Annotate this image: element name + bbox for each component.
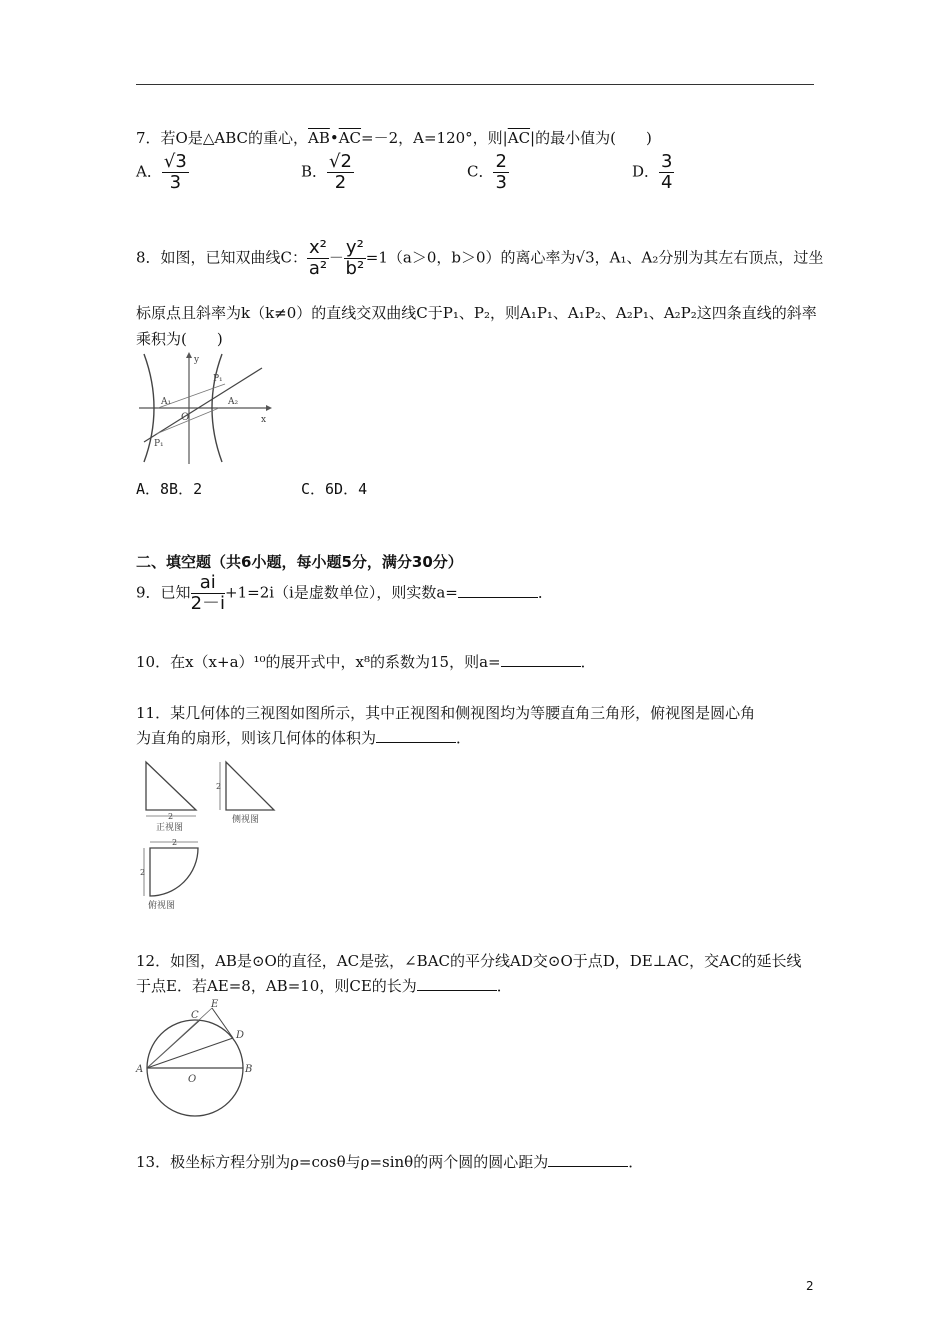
section-heading: 二、填空题（共6小题，每小题5分，满分30分）: [136, 553, 463, 571]
svg-text:B: B: [245, 1064, 253, 1075]
q7-option-c: C． $\frac{2}{3}$: [467, 151, 507, 193]
q8-stem-line2: 标原点且斜率为k（k≠0）的直线交双曲线C于P₁、P₂，则A₁P₁、A₁P₂、A₂P₁、A₂P₂这四条直线的斜率: [136, 304, 817, 322]
q11-stem-line2: 为直角的扇形，则该几何体的体积为 ．: [136, 729, 472, 747]
q12-stem-line2: 于点E．若AE=8，AB=10，则CE的长为 ．: [136, 977, 512, 995]
svg-text:E: E: [211, 999, 219, 1010]
q8-options-cd: C．6D．4: [301, 480, 368, 498]
top-view-label: 俯视图: [148, 901, 176, 911]
q7-option-b: B． $\frac{√2}{2}$: [301, 151, 352, 193]
side-view-label: 侧视图: [232, 815, 260, 825]
q12-answer-blank[interactable]: [417, 976, 497, 991]
q7-option-d: D． $\frac{3}{4}$: [632, 151, 673, 193]
front-view-label: 正视图: [156, 823, 184, 833]
q9-answer-blank[interactable]: [458, 583, 538, 598]
circle-figure: [134, 998, 264, 1118]
q12-stem-line1: 12．如图，AB是⊙O的直径，AC是弦，∠BAC的平分线AD交⊙O于点D，DE⊥AC，交AC的延长线: [136, 952, 802, 970]
fig-label-p1-top: P₁: [213, 374, 223, 384]
q10-answer-blank[interactable]: [501, 652, 581, 667]
fig-label-x: x: [261, 415, 267, 425]
hyperbola-figure: [134, 350, 274, 468]
fig-label-origin: O: [181, 412, 190, 423]
svg-text:2: 2: [140, 868, 146, 877]
sqrt3: √3: [575, 248, 595, 267]
fig-label-p1-bottom: P₁: [154, 439, 164, 449]
svg-text:A: A: [136, 1064, 144, 1075]
q10-stem: 10．在x（x+a）¹⁰的展开式中，x⁸的系数为15，则a= ．: [136, 653, 596, 671]
q9-stem: 9．已知 $\frac{ai}{2-i}$ +1=2i（i是虚数单位），则实数a= ．: [136, 572, 553, 614]
svg-text:O: O: [188, 1074, 197, 1085]
svg-text:C: C: [191, 1010, 199, 1021]
q8-stem-line1: 8．如图，已知双曲线C： $\frac{\text{x²}}{\text{a²}}$ － $\frac{\text{y²}}{\text{b²}}$ =1（a＞0，b＞0）的离心率为√3，A₁、A₂分别为其左右顶点，过坐: [136, 237, 824, 279]
q13-stem: 13．极坐标方程分别为ρ=cosθ与ρ=sinθ的两个圆的圆心距为 ．: [136, 1153, 644, 1171]
svg-text:2: 2: [168, 812, 174, 821]
svg-text:D: D: [236, 1030, 245, 1041]
three-view-figure: [134, 756, 284, 916]
svg-text:2: 2: [172, 838, 178, 847]
svg-text:2: 2: [216, 782, 222, 791]
q11-answer-blank[interactable]: [376, 728, 456, 743]
header-rule: [136, 84, 814, 85]
q13-answer-blank[interactable]: [548, 1152, 628, 1167]
fig-label-a1: A₁: [161, 397, 172, 407]
q7-option-a: A． $\frac{√3}{3}$: [136, 151, 187, 193]
q8-stem-line3: 乘积为( ): [136, 330, 223, 348]
q8-options-ab: A．8B．2: [136, 480, 203, 498]
vector-ac: $\overline{AC}$: [338, 129, 362, 147]
q7-stem: 7．若O是△ABC的重心，$\overline{AB}•\overline{AC}=-2$，A=120°，则$|\overline{AC}|$的最小值为( ): [136, 129, 652, 147]
vector-ab: $\overline{AB}$: [308, 129, 330, 147]
page-number: 2: [806, 1279, 814, 1293]
q11-stem-line1: 11．某几何体的三视图如图所示，其中正视图和侧视图均为等腰直角三角形，俯视图是圆心角: [136, 704, 756, 722]
fig-label-y: y: [194, 355, 200, 365]
fig-label-a2: A₂: [228, 397, 239, 407]
